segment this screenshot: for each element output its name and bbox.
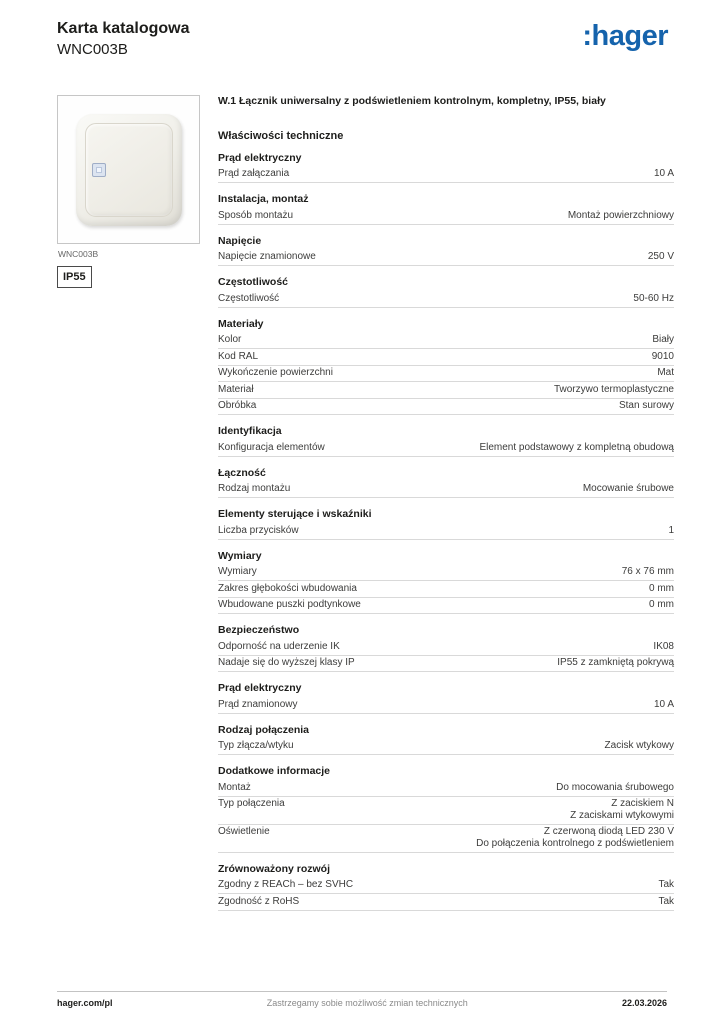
spec-row xyxy=(218,780,674,797)
spec-row xyxy=(218,894,674,911)
spec-row xyxy=(218,208,674,225)
spec-section xyxy=(218,318,674,416)
spec-value xyxy=(652,351,674,363)
spec-value xyxy=(554,384,674,396)
spec-label: Materiał xyxy=(218,383,254,395)
spec-section xyxy=(218,508,674,540)
spec-row xyxy=(218,581,674,598)
spec-section xyxy=(218,467,674,499)
spec-value xyxy=(583,483,674,495)
spec-label: Typ złącza/wtyku xyxy=(218,740,294,752)
section-title: Identyfikacja xyxy=(218,425,282,438)
footer-website-link[interactable]: hager.com/pl xyxy=(57,998,113,1008)
spec-value-line: Montaż powierzchniowy xyxy=(567,209,674,221)
spec-value-line: Mocowanie śrubowe xyxy=(582,483,674,495)
spec-value xyxy=(654,168,674,180)
indicator-led-window xyxy=(92,163,106,177)
spec-value xyxy=(658,896,674,908)
spec-value xyxy=(622,566,674,578)
section-title: Instalacja, montaż xyxy=(218,193,309,206)
spec-value-line: Zacisk wtykowy xyxy=(604,740,674,752)
spec-section xyxy=(218,682,674,714)
spec-row xyxy=(218,565,674,582)
section-title: Prąd elektryczny xyxy=(218,682,302,695)
spec-label: Sposób montażu xyxy=(218,209,294,221)
spec-value-line: Do mocowania śrubowego xyxy=(556,781,674,793)
spec-value xyxy=(479,442,674,454)
spec-value-line: Z zaciskiem N xyxy=(611,798,674,810)
tech-properties-title: Właściwości techniczne xyxy=(218,129,344,142)
section-title: Łączność xyxy=(218,466,266,479)
spec-row xyxy=(218,482,674,499)
spec-value-line: 250 V xyxy=(647,251,674,263)
spec-value xyxy=(652,334,674,346)
spec-value xyxy=(653,641,674,653)
spec-section xyxy=(218,624,674,672)
spec-value xyxy=(476,826,674,849)
section-title: Dodatkowe informacje xyxy=(218,765,331,778)
section-title: Rodzaj połączenia xyxy=(218,723,310,736)
spec-label: Obróbka xyxy=(218,400,257,412)
section-title: Napięcie xyxy=(218,234,262,247)
spec-row xyxy=(218,167,674,184)
spec-row xyxy=(218,366,674,383)
spec-label: Konfiguracja elementów xyxy=(218,441,325,453)
page-title: Karta katalogowa xyxy=(57,20,190,37)
spec-row xyxy=(218,349,674,366)
spec-row xyxy=(218,656,674,673)
product-image xyxy=(57,95,200,244)
spec-row xyxy=(218,797,674,825)
spec-label: Prąd znamionowy xyxy=(218,698,298,710)
spec-value-line: IK08 xyxy=(653,640,674,652)
spec-value xyxy=(557,657,674,669)
spec-value xyxy=(570,798,674,821)
spec-value xyxy=(648,251,674,263)
footer xyxy=(57,991,667,1008)
spec-section xyxy=(218,276,674,308)
product-title: W.1 Łącznik uniwersalny z podświetleniem kontrolnym, kompletny, IP55, biały xyxy=(218,95,606,107)
hager-logo: :hager xyxy=(582,20,668,52)
spec-value xyxy=(649,599,674,611)
spec-label: Liczba przycisków xyxy=(218,524,299,536)
indicator-led-inner xyxy=(96,167,102,173)
spec-value-line: Tworzywo termoplastyczne xyxy=(553,383,674,395)
spec-section xyxy=(218,152,674,184)
spec-label: Zgodność z RoHS xyxy=(218,895,300,907)
image-caption: WNC003B xyxy=(58,249,99,259)
spec-label: Prąd załączania xyxy=(218,168,290,180)
spec-value xyxy=(568,210,674,222)
spec-row xyxy=(218,523,674,540)
spec-value xyxy=(633,293,674,305)
spec-value xyxy=(649,583,674,595)
switch-illustration xyxy=(76,114,182,226)
spec-label: Typ połączenia xyxy=(218,798,285,810)
spec-section xyxy=(218,724,674,756)
spec-value-line: 10 A xyxy=(653,168,674,180)
spec-value xyxy=(654,699,674,711)
spec-row xyxy=(218,399,674,416)
section-title: Częstotliwość xyxy=(218,276,289,289)
spec-row xyxy=(218,598,674,615)
spec-value xyxy=(668,525,674,537)
spec-row xyxy=(218,250,674,267)
spec-value xyxy=(657,367,674,379)
spec-value-line: 50-60 Hz xyxy=(633,292,674,304)
spec-label: Odporność na uderzenie IK xyxy=(218,640,340,652)
spec-value-line: Element podstawowy z kompletną obudową xyxy=(479,441,674,453)
spec-label: Napięcie znamionowe xyxy=(218,251,316,263)
footer-date: 22.03.2026 xyxy=(621,998,667,1008)
spec-value-line: Z zaciskami wtykowymi xyxy=(570,809,674,821)
spec-label: Wbudowane puszki podtynkowe xyxy=(218,599,361,611)
spec-value xyxy=(605,740,674,752)
section-title: Elementy sterujące i wskaźniki xyxy=(218,508,372,521)
spec-label: Wykończenie powierzchni xyxy=(218,367,333,379)
section-title: Materiały xyxy=(218,317,264,330)
spec-value-line: IP55 z zamkniętą pokrywą xyxy=(557,657,674,669)
spec-label: Kod RAL xyxy=(218,350,259,362)
spec-value-line: 76 x 76 mm xyxy=(621,566,674,578)
spec-sections xyxy=(218,152,674,911)
spec-value-line: Tak xyxy=(658,879,674,891)
spec-label: Rodzaj montażu xyxy=(218,483,291,495)
spec-label: Wymiary xyxy=(218,566,257,578)
spec-section xyxy=(218,550,674,615)
spec-section xyxy=(218,765,674,853)
ip-rating-badge: IP55 xyxy=(57,266,92,288)
spec-value xyxy=(556,782,674,794)
spec-section xyxy=(218,863,674,911)
spec-value-line: Stan surowy xyxy=(618,400,674,412)
spec-value-line: 0 mm xyxy=(649,599,674,611)
main-content xyxy=(218,95,674,911)
spec-row xyxy=(218,291,674,308)
spec-value xyxy=(619,400,674,412)
spec-value-line: 1 xyxy=(668,524,674,536)
spec-row xyxy=(218,333,674,350)
spec-row xyxy=(218,878,674,895)
header-product-code: WNC003B xyxy=(57,41,128,58)
spec-section xyxy=(218,193,674,225)
spec-row xyxy=(218,825,674,853)
spec-label: Nadaje się do wyższej klasy IP xyxy=(218,657,355,669)
spec-value-line: Tak xyxy=(658,895,674,907)
spec-row xyxy=(218,639,674,656)
section-title: Zrównoważony rozwój xyxy=(218,862,330,875)
spec-label: Częstotliwość xyxy=(218,292,280,304)
spec-section xyxy=(218,425,674,457)
spec-row xyxy=(218,739,674,756)
spec-label: Zgodny z REACh – bez SVHC xyxy=(218,879,354,891)
spec-label: Oświetlenie xyxy=(218,826,270,838)
spec-row xyxy=(218,440,674,457)
spec-row xyxy=(218,697,674,714)
spec-value-line: Do połączenia kontrolnego z podświetleniem xyxy=(476,837,674,849)
section-title: Bezpieczeństwo xyxy=(218,624,300,637)
spec-value-line: 0 mm xyxy=(649,582,674,594)
spec-value xyxy=(658,879,674,891)
spec-value-line: Biały xyxy=(652,334,674,346)
spec-value-line: Z czerwoną diodą LED 230 V xyxy=(543,826,674,838)
spec-value-line: 10 A xyxy=(653,698,674,710)
footer-disclaimer: Zastrzegamy sobie możliwość zmian technicznych xyxy=(266,998,468,1008)
spec-value-line: 9010 xyxy=(651,350,674,362)
spec-row xyxy=(218,382,674,399)
spec-label: Kolor xyxy=(218,334,242,346)
spec-label: Zakres głębokości wbudowania xyxy=(218,582,357,594)
spec-label: Montaż xyxy=(218,781,251,793)
spec-section xyxy=(218,235,674,267)
section-title: Wymiary xyxy=(218,549,262,562)
section-title: Prąd elektryczny xyxy=(218,151,302,164)
spec-value-line: Mat xyxy=(657,367,674,379)
